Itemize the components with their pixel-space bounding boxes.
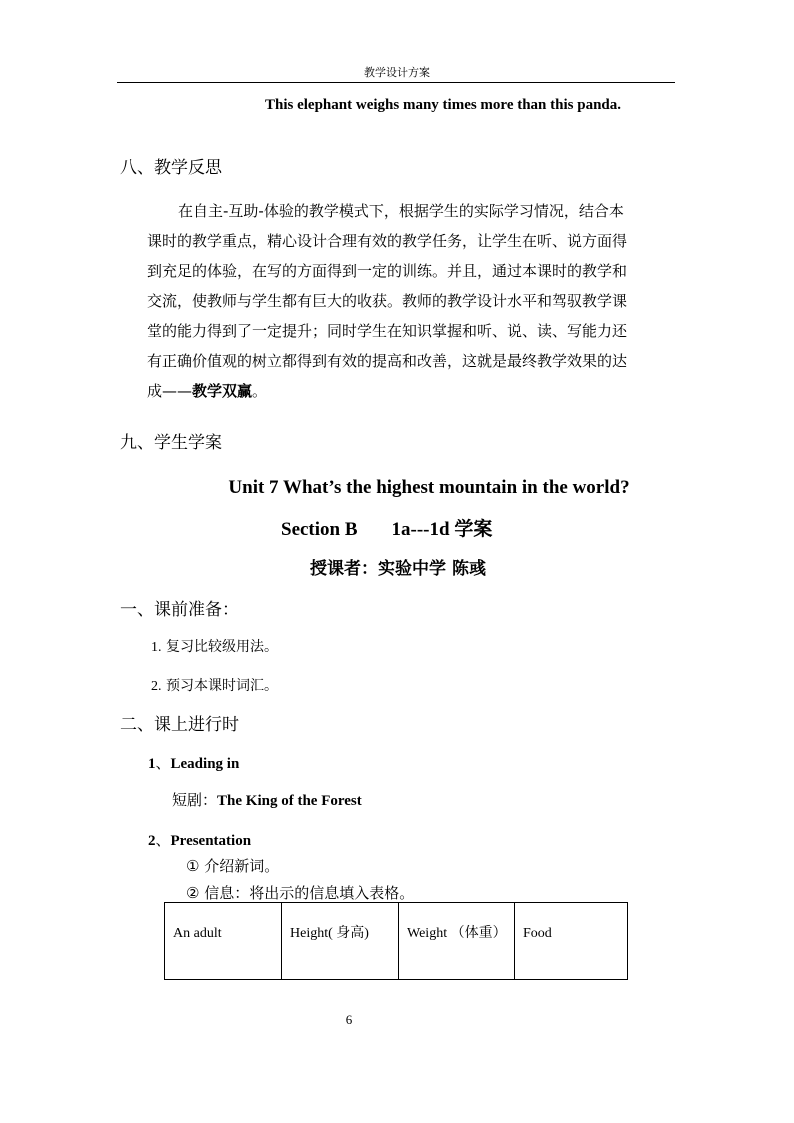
item-text: 介绍新词。 (204, 857, 280, 875)
prep-item-2 (151, 675, 278, 695)
circled-number: ① (186, 857, 200, 875)
section-8-heading: 八、教学反思 (120, 158, 222, 178)
section-9-heading: 九、学生学案 (120, 433, 222, 453)
last-line-prefix: 成—— (147, 382, 193, 400)
circled-number: ② (186, 884, 200, 902)
step-number: 1 (148, 756, 156, 772)
item-text: 复习比较级用法。 (165, 639, 278, 655)
example-sentence: This elephant weighs many times more than this panda. (265, 97, 622, 113)
item-text: 预习本课时词汇。 (165, 678, 278, 694)
table-header-cell: Food (515, 903, 628, 980)
item-text: 信息：将出示的信息填入表格。 (204, 884, 415, 902)
step-leading-in (148, 752, 239, 773)
step-mark: 、 (155, 754, 171, 772)
paragraph-line: 到充足的体验，在写的方面得到一定的训练。并且，通过本课时的教学和 (147, 262, 628, 280)
paragraph-line: 交流，使教师与学生都有巨大的收获。教师的教学设计水平和驾驭教学课 (147, 292, 628, 310)
presentation-item-1 (186, 855, 279, 876)
paragraph-last-line (147, 376, 667, 406)
skit-label: 短剧： (172, 791, 218, 809)
reflection-paragraph (147, 196, 667, 406)
section-title (281, 514, 492, 541)
section-range: 1a---1d (391, 519, 450, 540)
page-header: 教学设计方案 (364, 66, 430, 79)
step-title: Presentation (170, 833, 252, 849)
item-number: 2. (151, 679, 162, 694)
paragraph-line: 有正确价值观的树立都得到有效的提高和改善，这就是最终教学效果的达 (147, 352, 628, 370)
section-suffix: 学案 (454, 518, 493, 540)
table-header-cell: Height( 身高) (282, 903, 399, 980)
page-number: 6 (345, 1012, 353, 1027)
step-presentation (148, 829, 251, 850)
presentation-item-2 (186, 882, 414, 903)
section-name: Section B (281, 519, 358, 540)
part-2-heading: 二、课上进行时 (120, 715, 239, 735)
table-header-cell: Weight （体重） (399, 903, 515, 980)
unit-title: Unit 7 What’s the highest mountain in the world? (228, 477, 630, 498)
last-line-suffix: 。 (252, 382, 268, 400)
skit-title: The King of the Forest (217, 793, 362, 809)
step-title: Leading in (170, 756, 240, 772)
paragraph-line: 课时的教学重点，精心设计合理有效的教学任务，让学生在听、说方面得 (147, 232, 628, 250)
teacher-line: 授课者：实验中学 陈彧 (310, 559, 486, 579)
item-number: 1. (151, 640, 162, 655)
prep-item-1 (151, 636, 278, 656)
table-header-cell: An adult (165, 903, 282, 980)
table-row (165, 903, 628, 980)
header-rule (117, 82, 675, 83)
skit-line (172, 789, 362, 810)
step-number: 2 (148, 833, 156, 849)
info-table (164, 902, 628, 980)
part-1-heading: 一、课前准备： (120, 600, 239, 620)
paragraph-line: 在自主-互助-体验的教学模式下，根据学生的实际学习情况，结合本 (178, 202, 624, 220)
paragraph-line: 堂的能力得到了一定提升；同时学生在知识掌握和听、说、读、写能力还 (147, 322, 628, 340)
last-line-emphasis: 教学双赢 (192, 382, 253, 400)
step-mark: 、 (155, 831, 171, 849)
